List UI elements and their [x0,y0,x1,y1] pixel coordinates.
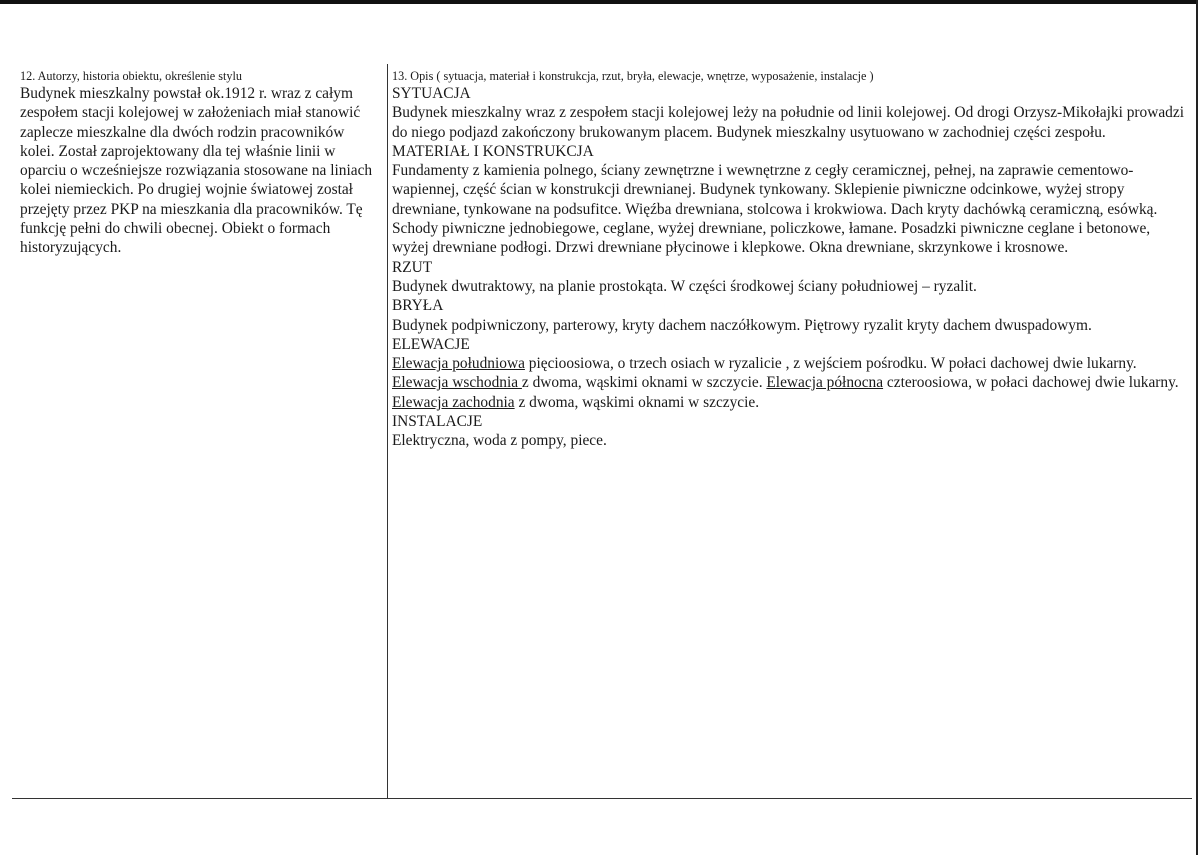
description-heading: 13. Opis ( sytuacja, materiał i konstrukcja, rzut, bryła, elewacje, wnętrze, wyposażenie, instalacje ) [392,69,874,83]
history-heading: 12. Autorzy, historia obiektu, określenie stylu [20,69,242,83]
section-title-rzut: RZUT [392,258,433,276]
west-elevation-text: z dwoma, wąskimi oknami w szczycie. [514,393,760,411]
history-text: Budynek mieszkalny powstał ok.1912 r. wraz z całym zespołem stacji kolejowej w założeniach miał stanowić zaplecze mieszkalne dla dwóch rodzin pracowników kolei. Został zaprojektowany dla tej właśnie linii w oparciu o wcześniejsze rozwiązania stosowane na liniach kolei niemieckich. Po drugiej wojnie światowej został przejęty przez PKP na mieszkania dla pracowników. Tę funkcję pełni do chwili obecnej. Obiekt o formach historyzujących. [20,85,373,257]
section-title-elewacje: ELEWACJE [392,335,470,353]
north-elevation-text: czteroosiowa, w połaci dachowej dwie lukarny. [883,374,1179,392]
section-text-instalacje: Elektryczna, woda z pompy, piece. [392,432,607,450]
south-elevation-label: Elewacja południowa [392,355,525,373]
section-text-material: Fundamenty z kamienia polnego, ściany zewnętrzne i wewnętrzne z cegły ceramicznej, pełnej, na zaprawie cementowo-wapiennej, część ścian w konstrukcji drewnianej. Budynek tynkowany. Sklepienie piwniczne odcinkowe, wyżej stropy drewniane, tynkowane na podsufitce. Więźba drewniana, stolcowa i krokwiowa. Dach kryty dachówką ceramiczną, esówką. Schody piwniczne jednobiegowe, ceglane, wyżej drewniane, policzkowe, łamane. Posadzki piwniczne ceglane i betonowe, wyżej drewniane podłogi. Drzwi drewniane płycinowe i klepkowe. Okna drewniane, skrzynkowe i krosnowe. [392,162,1158,257]
east-elevation-text: z dwoma, wąskimi oknami w szczycie. [521,374,767,392]
section-title-bryla: BRYŁA [392,297,444,315]
west-elevation-label: Elewacja zachodnia [392,393,515,411]
description-column [392,68,1188,451]
section-text-sytuacja: Budynek mieszkalny wraz z zespołem stacji kolejowej leży na południe od linii kolejowej. Od drogi Orzysz-Mikołajki prowadzi do niego podjazd zakończony brukowanym placem. Budynek mieszkalny usytuowano w zachodniej części zespołu. [392,104,1184,141]
section-text-elewacje [392,354,1188,412]
scan-edge-top [0,0,1198,4]
south-elevation-text: pięcioosiowa, o trzech osiach w ryzalicie , z wejściem pośrodku. W połaci dachowej dwie lukarny. [524,355,1137,373]
column-divider [387,64,388,799]
history-column [20,68,376,258]
section-title-material: MATERIAŁ I KONSTRUKCJA [392,142,594,160]
bottom-rule [12,798,1192,799]
east-elevation-label: Elewacja wschodnia [392,374,522,392]
section-title-instalacje: INSTALACJE [392,413,483,431]
section-text-rzut: Budynek dwutraktowy, na planie prostokąta. W części środkowej ściany południowej – ryzalit. [392,277,977,295]
north-elevation-label: Elewacja północna [766,374,884,392]
section-title-sytuacja: SYTUACJA [392,85,471,102]
section-text-bryla: Budynek podpiwniczony, parterowy, kryty dachem naczółkowym. Piętrowy ryzalit kryty dachem dwuspadowym. [392,316,1092,334]
